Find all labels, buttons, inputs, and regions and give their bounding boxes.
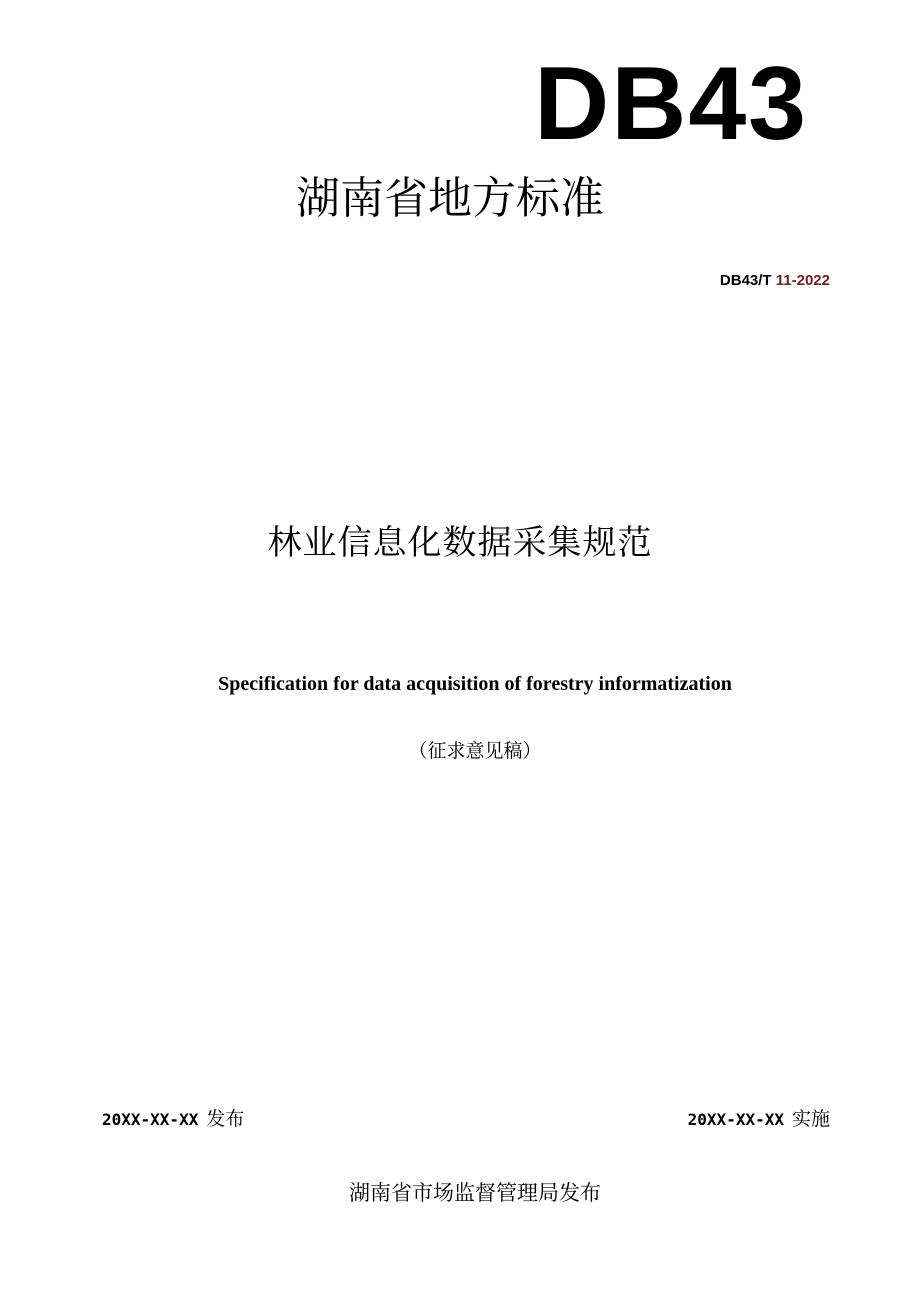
- standard-number: [720, 272, 830, 289]
- implementation-date-value: 20XX-XX-XX: [687, 1110, 784, 1129]
- document-title-chinese: 林业信息化数据采集规范: [267, 523, 653, 563]
- document-title-english: Specification for data acquisition of forestry informatization: [218, 673, 732, 695]
- issue-date-label: 发布: [206, 1108, 245, 1130]
- standard-number-prefix: DB43/T: [719, 272, 776, 289]
- implementation-date-label: 实施: [791, 1108, 830, 1130]
- standard-type-title: 湖南省地方标准: [296, 173, 604, 224]
- standard-code: DB43: [534, 46, 808, 162]
- publisher: 湖南省市场监督管理局发布: [349, 1181, 601, 1205]
- standard-number-suffix: 11-2022: [775, 272, 830, 289]
- draft-status-note: （征求意见稿）: [408, 740, 542, 762]
- issue-date: [102, 1104, 244, 1131]
- issue-date-value: 20XX-XX-XX: [102, 1110, 199, 1129]
- implementation-date: [688, 1104, 830, 1131]
